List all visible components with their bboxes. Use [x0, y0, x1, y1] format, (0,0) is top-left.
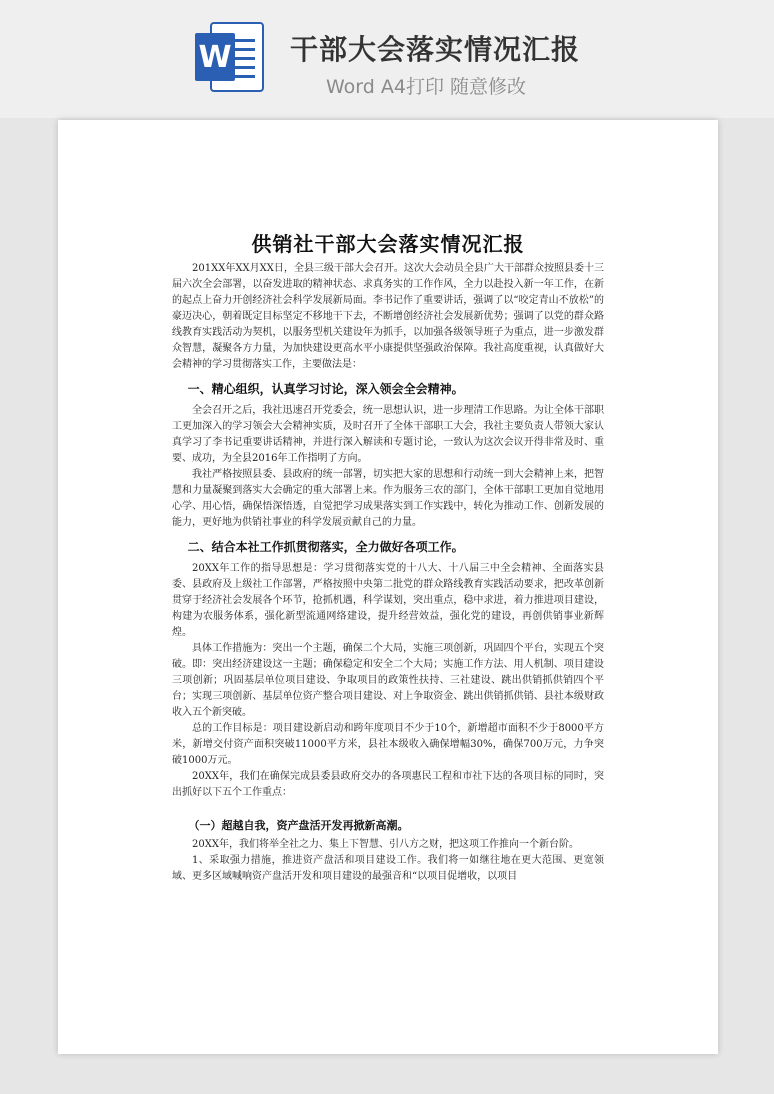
subsection-1-heading: （一）超越自我，资产盘活开发再掀新高潮。 — [188, 819, 409, 832]
section-1-paragraph-2: 我社严格按照县委、县政府的统一部署，切实把大家的思想和行动统一到大会精神上来，把智慧和力量凝聚到落实大会确定的重大部署上来。作为服务三农的部门，全体干部职工更加自觉地用心学、用心悟，确保悟深悟透，自觉把学习成果落实到工作实践中，转化为推动工作、创新发展的能力，更好地为供销社事业的科学发展贡献自己的力量。 — [172, 469, 604, 528]
subsection-1-paragraph-2: 1、采取强力措施，推进资产盘活和项目建设工作。我们将一如继往地在更大范围、更宽领域、更多区域喊响资产盘活开发和项目建设的最强音和“以项目促增收，以项目 — [172, 855, 604, 882]
section-2-paragraph-4: 20XX年，我们在确保完成县委县政府交办的各项惠民工程和市社下达的各项目标的同时，突出抓好以下五个工作重点： — [172, 771, 604, 798]
section-2-heading: 二、结合本社工作抓贯彻落实，全力做好各项工作。 — [187, 540, 464, 554]
section-2-paragraph-2: 具体工作措施为：突出一个主题，确保二个大局，实施三项创新，巩固四个平台，实现五个突破。即：突出经济建设这一主题；确保稳定和安全二个大局；实施工作方法、用人机制、项目建设三项创新；巩固基层单位项目建设、争取项目的政策性扶持、三社建设、跳出供销抓供销四个平台；实现三项创新、基层单位资产整合项目建设、对上争取资金、跳出供销抓供销、县社本级财政收入五个新突破。 — [172, 643, 604, 718]
subsection-1-paragraph-1: 20XX年，我们将举全社之力、集上下智慧、引八方之财，把这项工作推向一个新台阶。 — [192, 839, 579, 850]
banner-subtitle: Word A4打印 随意修改 — [326, 76, 527, 98]
word-icon — [193, 19, 265, 95]
word-icon-letter: W — [198, 40, 232, 75]
intro-paragraph: 201XX年XX月XX日，全县三级干部大会召开。这次大会动员全县广大干部群众按照县委十三届六次全会部署，以奋发进取的精神状态、求真务实的工作作风，全力以赴投入新一年工作，在新的起点上奋力开创经济社会科学发展新局面。李书记作了重要讲话，强调了以“咬定青山不放松”的豪迈决心，朝着既定目标坚定不移地干下去，不断增创经济社会发展新优势；强调了以党的群众路线教育实践活动为契机，以服务型机关建设年为抓手，以加强各级领导班子为重点，进一步激发群众智慧，凝聚各方力量，为加快建设更高水平小康提供坚强政治保障。我社高度重视，认真做好大会精神的学习贯彻落实工作，主要做法是： — [172, 263, 604, 370]
document-page — [58, 120, 718, 1054]
header-banner — [0, 0, 774, 118]
document-content — [172, 228, 604, 885]
document-title: 供销社干部大会落实情况汇报 — [251, 232, 525, 256]
banner-title: 干部大会落实情况汇报 — [290, 33, 581, 66]
section-1-paragraph-1: 全会召开之后，我社迅速召开党委会，统一思想认识，进一步理清工作思路。为让全体干部职工更加深入的学习领会大会精神实质，及时召开了全体干部职工大会，我社主要负责人带领大家认真学习了李书记重要讲话精神，并进行深入解读和专题讨论，一致认为这次会议开得非常及时、重要、成功，为全县2016年工作指明了方向。 — [172, 405, 604, 464]
section-2-paragraph-3: 总的工作目标是：项目建设新启动和跨年度项目不少于10个，新增超市面积不少于8000平方米，新增交付资产面积突破11000平方米，县社本级收入确保增幅30%，确保700万元，力争突破1000万元。 — [172, 723, 604, 766]
section-2-paragraph-1: 20XX年工作的指导思想是：学习贯彻落实党的十八大、十八届三中全会精神、全面落实县委、县政府及上级社工作部署，严格按照中央第二批党的群众路线教育实践活动要求，把改革创新贯穿于经济社会发展各个环节，抢抓机遇，科学谋划，突出重点，稳中求进，着力推进项目建设，构建为农服务体系，强化新型流通网络建设，提升经营效益，强化党的建设，再创供销事业新辉煌。 — [172, 563, 604, 638]
section-1-heading: 一、精心组织，认真学习讨论，深入领会全会精神。 — [187, 382, 464, 396]
spacer — [172, 801, 604, 809]
